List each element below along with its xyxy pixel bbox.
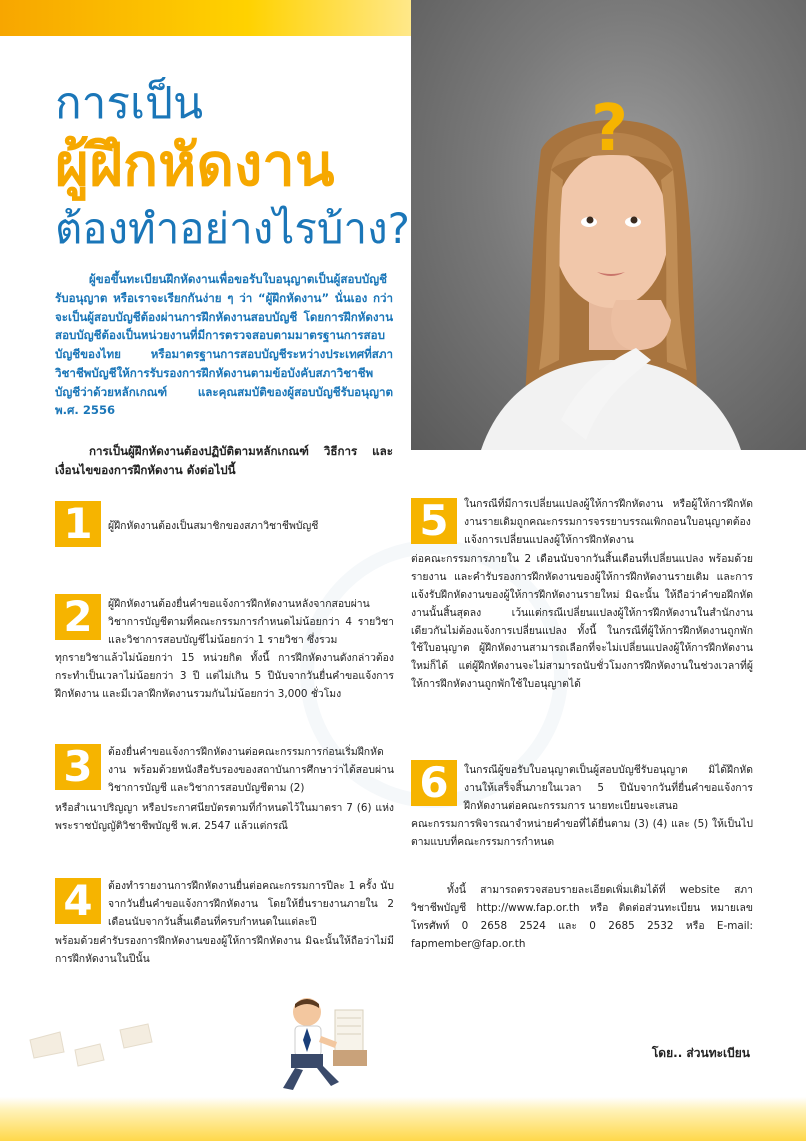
woman-illustration <box>411 0 806 450</box>
title-line-2: ผู้ฝึกหัดงาน <box>55 131 335 199</box>
running-man-with-papers-icon <box>265 990 385 1094</box>
item-5-number-badge: 5 <box>411 498 457 544</box>
bottom-accent-band <box>0 1097 806 1141</box>
item-2-number-badge: 2 <box>55 594 101 640</box>
item-5-rest: ต่อคณะกรรมการภายใน 2 เดือนนับจากวันสิ้นเดือนที่เปลี่ยนแปลง พร้อมด้วยรายงาน และคำรับรองการฝึกหัดงานของผู้ให้การฝึกหัดงานรายเดิม และการแจ้งรับฝึกหัดงานของผู้ให้การฝึกหัดงานรายใหม่ มิฉะนั้น ให้ถือว่าคำขอฝึกหัดงานนั้นสิ้นสุดลง เว้นแต่กรณีเปลี่ยนแปลงผู้ให้การฝึกหัดงานในสำนักงานเดียวกันไม่ต้องแจ้งการเปลี่ยนแปลง ทั้งนี้ ในกรณีที่ผู้ให้การฝึกหัดงานถูกพักใช้ใบอนุญาต ผู้ฝึกหัดงานสามารถเลือกที่จะไม่เปลี่ยนแปลงผู้ให้การฝึกหัดงานใหม่ก็ได้ แต่ผู้ฝึกหัดงานจะไม่สามารถนับชั่วโมงการฝึกหัดงานในช่วงเวลาที่ผู้ให้การฝึกหัดงานถูกพักใช้ใบอนุญาตได้ <box>411 553 753 691</box>
contact-footnote: ทั้งนี้ สามารถตรวจสอบรายละเอียดเพิ่มเติมได้ที่ website สภาวิชาชีพบัญชี http://www.fap.or.th หรือ ติดต่อส่วนทะเบียน หมายเลขโทรศัพท์ 0 2658 2524 และ 0 2685 2532 หรือ E-mail: fapmember@fap.or.th <box>411 884 753 950</box>
flying-papers-icon <box>20 1010 170 1080</box>
item-4-lead: ต้องทำรายงานการฝึกหัดงานยื่นต่อคณะกรรมการปีละ 1 ครั้ง นับจากวันยื่นคำขอแจ้งการฝึกหัดงาน โดยให้ยื่นรายงานภายใน 2 เดือนนับจากวันสิ้นเดือนที่ครบกำหนดในแต่ละปี <box>108 880 394 928</box>
item-6-number-badge: 6 <box>411 760 457 806</box>
woman-thinking-photo <box>411 0 806 450</box>
item-1-text <box>108 518 394 536</box>
intro-conditions-paragraph: การเป็นผู้ฝึกหัดงานต้องปฏิบัติตามหลักเกณฑ์ วิธีการ และเงื่อนไขของการฝึกหัดงาน ดังต่อไปนี้ <box>55 444 393 477</box>
item-6-rest: คณะกรรมการพิจารณาจำหน่ายคำขอที่ได้ยื่นตาม (3) (4) และ (5) ให้เป็นไปตามแบบที่คณะกรรมการกำหนด <box>411 818 753 848</box>
item-4-rest: พร้อมด้วยคำรับรองการฝึกหัดงานของผู้ให้การฝึกหัดงาน มิฉะนั้นให้ถือว่าไม่มีการฝึกหัดงานในปีนั้น <box>55 935 394 965</box>
item-2-rest: ทุกรายวิชาแล้วไม่น้อยกว่า 15 หน่วยกิต ทั้งนี้ การฝึกหัดงานดังกล่าวต้องกระทำเป็นเวลาไม่น้อยกว่า 3 ปี แต่ไม่เกิน 5 ปีนับจากวันยื่นคำขอแจ้งการฝึกหัดงาน และมีเวลาฝึกหัดงานรวมกันไม่น้อยกว่า 3,000 ชั่วโมง <box>55 652 394 700</box>
top-accent-band <box>0 0 412 36</box>
item-3-number-badge: 3 <box>55 744 101 790</box>
item-5-lead: ในกรณีที่มีการเปลี่ยนแปลงผู้ให้การฝึกหัดงาน หรือผู้ให้การฝึกหัดงานรายเดิมถูกคณะกรรมการจรรยาบรรณเพิกถอนใบอนุญาตต้องแจ้งการเปลี่ยนแปลงผู้ให้การฝึกหัดงาน <box>464 498 753 546</box>
item-6-lead: ในกรณีผู้ขอรับใบอนุญาตเป็นผู้สอบบัญชีรับอนุญาต มิได้ฝึกหัดงานให้เสร็จสิ้นภายในเวลา 5 ปีนับจากวันที่ยื่นคำขอแจ้งการฝึกหัดงานต่อคณะกรรมการ นายทะเบียนจะเสนอ <box>464 764 753 812</box>
byline: โดย.. ส่วนทะเบียน <box>651 1046 750 1060</box>
item-3-lead: ต้องยื่นคำขอแจ้งการฝึกหัดงานต่อคณะกรรมการก่อนเริ่มฝึกหัดงาน พร้อมด้วยหนังสือรับรองของสถาบันการศึกษาว่าได้สอบผ่านวิชาการบัญชี และวิชาการสอบบัญชีตาม (2) <box>108 746 394 794</box>
item-2-lead: ผู้ฝึกหัดงานต้องยื่นคำขอแจ้งการฝึกหัดงานหลังจากสอบผ่านวิชาการบัญชีตามที่คณะกรรมการกำหนดไม่น้อยกว่า 4 รายวิชา และวิชาการสอบบัญชีไม่น้อยกว่า 1 รายวิชา ซึ่งรวม <box>108 598 394 646</box>
item-1-lead: ผู้ฝึกหัดงานต้องเป็นสมาชิกของสภาวิชาชีพบัญชี <box>108 520 319 532</box>
item-1-number-badge: 1 <box>55 501 101 547</box>
title-line-3: ต้องทำอย่างไรบ้าง? <box>55 204 410 253</box>
item-3-rest: หรือสำเนาปริญญา หรือประกาศนียบัตรตามที่กำหนดไว้ในมาตรา 7 (6) แห่งพระราชบัญญัติวิชาชีพบัญชี พ.ศ. 2547 แล้วแต่กรณี <box>55 802 394 832</box>
title-line-1: การเป็น <box>55 78 204 129</box>
question-mark-icon: ? <box>591 92 629 166</box>
intro-paragraph: ผู้ขอขึ้นทะเบียนฝึกหัดงานเพื่อขอรับใบอนุญาตเป็นผู้สอบบัญชีรับอนุญาต หรือเราจะเรียกกันง่าย ๆ ว่า “ผู้ฝึกหัดงาน” นั่นเอง กว่าจะเป็นผู้สอบบัญชีต้องผ่านการฝึกหัดงานสอบบัญชี โดยการฝึกหัดงานสอบบัญชีต้องเป็นหน่วยงานที่มีการตรวจสอบตามมาตรฐานการสอบบัญชีของไทย หรือมาตรฐานการสอบบัญชีระหว่างประเทศที่สภาวิชาชีพบัญชีให้การรับรองการฝึกหัดงานตามข้อบังคับสภาวิชาชีพบัญชีว่าด้วยหลักเกณฑ์ และคุณสมบัติของผู้สอบบัญชีรับอนุญาต พ.ศ. 2556 <box>55 272 393 418</box>
item-4-number-badge: 4 <box>55 878 101 924</box>
